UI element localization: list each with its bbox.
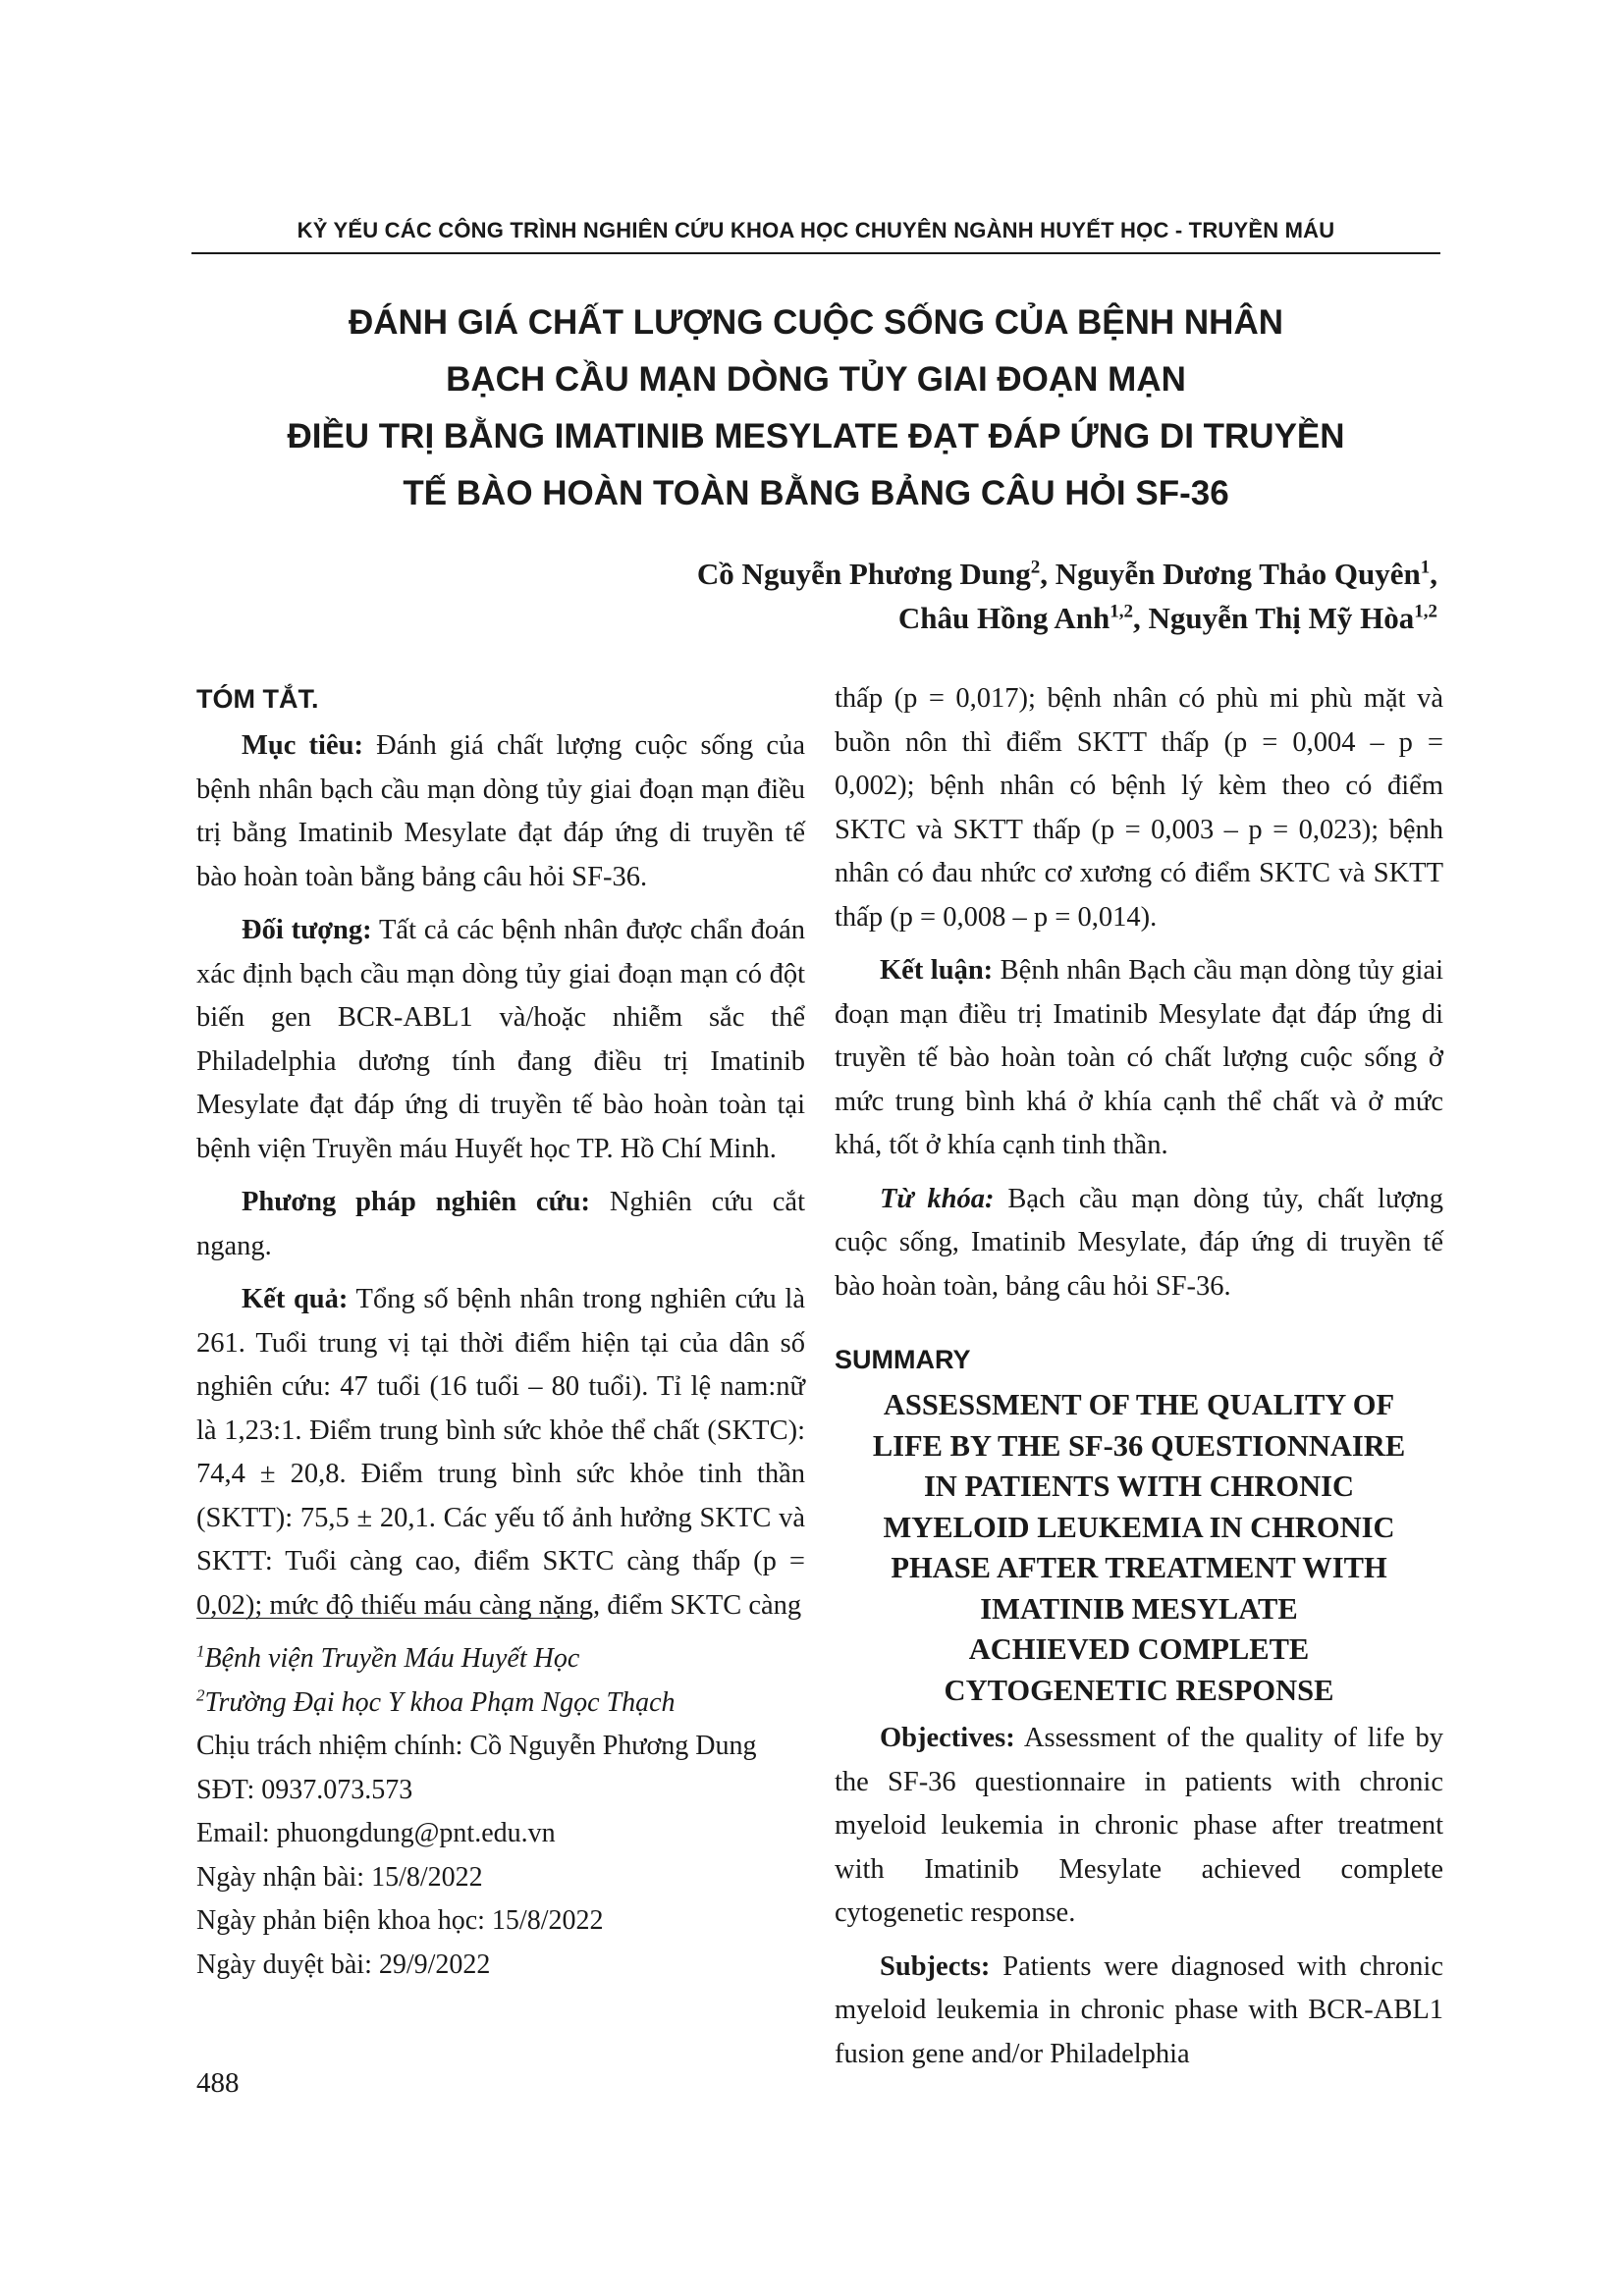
author-affiliation: 1 bbox=[1420, 557, 1431, 578]
title-line-2: BẠCH CẦU MẠN DÒNG TỦY GIAI ĐOẠN MẠN bbox=[446, 360, 1186, 399]
results-paragraph bbox=[196, 1278, 805, 1628]
keywords-paragraph bbox=[835, 1178, 1443, 1309]
affiliation-text: Bệnh viện Truyền Máu Huyết Học bbox=[204, 1643, 580, 1674]
affiliation-marker: 1 bbox=[196, 1641, 205, 1661]
keywords-label: Từ khóa: bbox=[880, 1183, 995, 1214]
summary-en-heading: SUMMARY bbox=[835, 1345, 971, 1374]
author-name: Châu Hồng Anh bbox=[897, 601, 1110, 635]
objective-label: Mục tiêu: bbox=[242, 730, 363, 761]
method-text: Nghiên cứu cắt ngang. bbox=[196, 1187, 805, 1261]
english-title-line: IN PATIENTS WITH CHRONIC bbox=[923, 1469, 1355, 1503]
author-separator: , bbox=[1430, 557, 1437, 591]
affiliation-text: Trường Đại học Y khoa Phạm Ngọc Thạch bbox=[204, 1686, 676, 1718]
title-line-1: ĐÁNH GIÁ CHẤT LƯỢNG CUỘC SỐNG CỦA BỆNH NHÂN bbox=[348, 303, 1284, 342]
objective-text: Đánh giá chất lượng cuộc sống của bệnh nhân bạch cầu mạn dòng tủy giai đoạn mạn điều trị bằng Imatinib Mesylate đạt đáp ứng di truyền tế bào hoàn toàn bằng bảng câu hỏi SF-36. bbox=[196, 730, 805, 892]
objectives-en-text: Assessment of the quality of life by the SF-36 questionnaire in patients with chronic myeloid leukemia in chronic phase after treatment with Imatinib Mesylate achieved complete cytogenetic response. bbox=[835, 1723, 1443, 1928]
english-title-line: MYELOID LEUKEMIA IN CHRONIC bbox=[883, 1510, 1395, 1544]
title-line-4: TẾ BÀO HOÀN TOÀN BẰNG BẢNG CÂU HỎI SF-36 bbox=[403, 474, 1229, 512]
author-name: Nguyễn Thị Mỹ Hòa bbox=[1148, 601, 1415, 635]
method-paragraph bbox=[196, 1181, 805, 1268]
objectives-en-paragraph bbox=[835, 1717, 1443, 1936]
author-affiliation: 2 bbox=[1030, 557, 1041, 578]
title-line-3: ĐIỀU TRỊ BẰNG IMATINIB MESYLATE ĐẠT ĐÁP ỨNG DI TRUYỀN bbox=[287, 417, 1345, 455]
review-date: Ngày phản biện khoa học: 15/8/2022 bbox=[196, 1905, 604, 1936]
footnotes bbox=[196, 1637, 825, 1987]
subjects-en-label: Subjects: bbox=[880, 1950, 991, 1982]
footnote-rule bbox=[196, 1618, 589, 1619]
accepted-date: Ngày duyệt bài: 29/9/2022 bbox=[196, 1949, 491, 1980]
author-name: Nguyễn Dương Thảo Quyên bbox=[1055, 557, 1421, 591]
running-header: KỶ YẾU CÁC CÔNG TRÌNH NGHIÊN CỨU KHOA HỌC CHUYÊN NGÀNH HUYẾT HỌC - TRUYỀN MÁU bbox=[297, 218, 1335, 242]
objectives-en-label: Objectives: bbox=[880, 1723, 1015, 1753]
affiliation-2 bbox=[196, 1682, 825, 1726]
author-list bbox=[357, 552, 1437, 640]
english-title-line: LIFE BY THE SF-36 QUESTIONNAIRE bbox=[872, 1428, 1406, 1463]
method-label: Phương pháp nghiên cứu: bbox=[242, 1187, 591, 1217]
email-address: Email: phuongdung@pnt.edu.vn bbox=[196, 1818, 556, 1848]
author-separator: , bbox=[1040, 557, 1056, 591]
article-title bbox=[191, 294, 1440, 522]
page-number: 488 bbox=[196, 2067, 240, 2099]
subjects-en-text: Patients were diagnosed with chronic myeloid leukemia in chronic phase with BCR-ABL1 fusion gene and/or Philadelphia bbox=[835, 1950, 1443, 2069]
conclusion-text: Bệnh nhân Bạch cầu mạn dòng tủy giai đoạn mạn điều trị Imatinib Mesylate đạt đáp ứng di truyền tế bào hoàn toàn có chất lượng cuộc sống ở mức trung bình khá ở khía cạnh thể chất và ở mức khá, tốt ở khía cạnh tinh thần. bbox=[835, 955, 1444, 1160]
author-name: Cồ Nguyễn Phương Dung bbox=[696, 557, 1031, 591]
conclusion-label: Kết luận: bbox=[880, 955, 994, 986]
keywords-text: Bạch cầu mạn dòng tủy, chất lượng cuộc sống, Imatinib Mesylate, đáp ứng di truyền tế bào hoàn toàn, bảng câu hỏi SF-36. bbox=[835, 1183, 1443, 1302]
subjects-en-paragraph bbox=[835, 1946, 1443, 2077]
subjects-label: Đối tượng: bbox=[242, 915, 372, 945]
affiliation-marker: 2 bbox=[196, 1685, 205, 1705]
phone-number: SĐT: 0937.073.573 bbox=[196, 1774, 413, 1805]
conclusion-paragraph bbox=[835, 949, 1443, 1168]
results-text: Tổng số bệnh nhân trong nghiên cứu là 261. Tuổi trung vị tại thời điểm hiện tại của dân số nghiên cứu: 47 tuổi (16 tuổi – 80 tuổi). Tỉ lệ nam:nữ là 1,23:1. Điểm trung bình sức khỏe thể chất (SKTC): 74,4 ± 20,8. Điểm trung bình sức khỏe tinh thần (SKTT): 75,5 ± 20,1. Các yếu tố ảnh hưởng SKTC và SKTT: Tuổi càng cao, điểm SKTC càng thấp (p = 0,02); mức độ thiếu máu càng nặng, điểm SKTC càng bbox=[196, 1284, 805, 1621]
english-title-line: ACHIEVED COMPLETE bbox=[968, 1632, 1310, 1666]
subjects-paragraph bbox=[196, 909, 805, 1171]
english-title-line: PHASE AFTER TREATMENT WITH bbox=[891, 1551, 1387, 1584]
left-column bbox=[196, 677, 805, 1637]
right-column bbox=[835, 677, 1443, 2086]
results-continuation: thấp (p = 0,017); bệnh nhân có phù mi phù mặt và buồn nôn thì điểm SKTT thấp (p = 0,004 – p = 0,002); bệnh nhân có bệnh lý kèm theo có điểm SKTC và SKTT thấp (p = 0,003 – p = 0,023); bệnh nhân có đau nhức cơ xương có điểm SKTC và SKTT thấp (p = 0,008 – p = 0,014). bbox=[835, 683, 1443, 933]
author-separator: , bbox=[1133, 601, 1149, 635]
english-title-line: ASSESSMENT OF THE QUALITY OF bbox=[883, 1388, 1395, 1421]
received-date: Ngày nhận bài: 15/8/2022 bbox=[196, 1861, 483, 1893]
corresponding-author: Chịu trách nhiệm chính: Cồ Nguyễn Phương Dung bbox=[196, 1731, 757, 1761]
english-title-line: CYTOGENETIC RESPONSE bbox=[944, 1673, 1334, 1707]
header-rule bbox=[191, 252, 1440, 254]
english-title-line: IMATINIB MESYLATE bbox=[980, 1591, 1298, 1626]
summary-vi-heading: TÓM TẮT. bbox=[196, 684, 319, 714]
affiliation-1 bbox=[196, 1637, 825, 1682]
objective-paragraph bbox=[196, 724, 805, 899]
results-label: Kết quả: bbox=[242, 1284, 349, 1314]
english-title bbox=[835, 1385, 1443, 1711]
author-affiliation: 1,2 bbox=[1110, 601, 1134, 622]
author-affiliation: 1,2 bbox=[1414, 601, 1437, 622]
subjects-text: Tất cả các bệnh nhân được chẩn đoán xác định bạch cầu mạn dòng tủy giai đoạn mạn có đột biến gen BCR-ABL1 và/hoặc nhiễm sắc thể Philadelphia dương tính đang điều trị Imatinib Mesylate đạt đáp ứng di truyền tế bào hoàn toàn tại bệnh viện Truyền máu Huyết học TP. Hồ Chí Minh. bbox=[196, 915, 805, 1164]
